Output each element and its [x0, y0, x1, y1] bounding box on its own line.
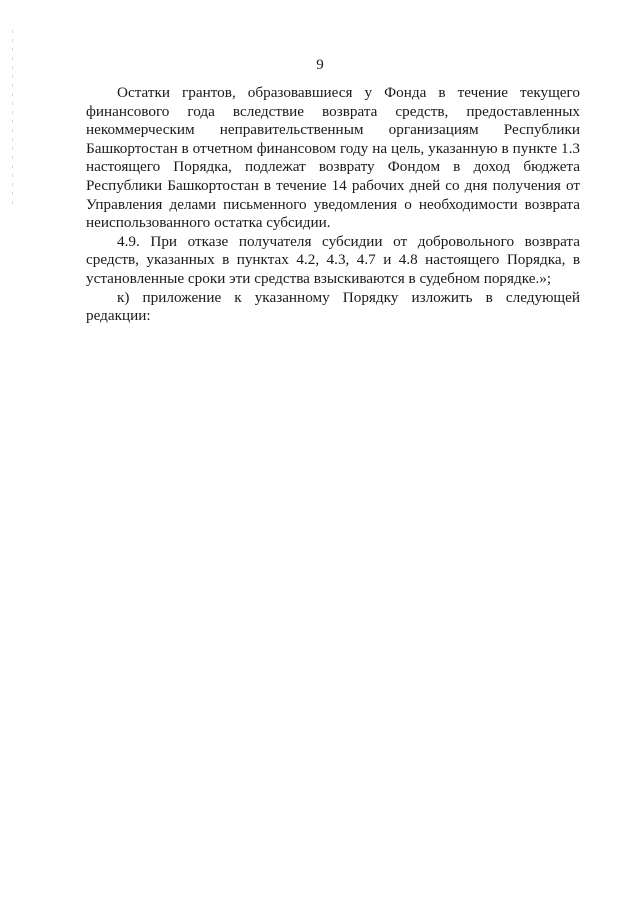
page-number: 9	[316, 57, 324, 73]
document-body	[86, 84, 580, 326]
paragraph-grant-remainders: Остатки грантов, образовавшиеся у Фонда в течение текущего финансового года вследствие возврата средств, предоставленных некоммерческим неправительственным организациям Республики Башкортостан в отчетном финансовом году на цель, указанную в пункте 1.3 настоящего Порядка, подлежат возврату Фондом в доход бюджета Республики Башкортостан в течение 14 рабочих дней со дня получения от Управления делами письменного уведомления о необходимости возврата неиспользованного остатка субсидии.	[86, 84, 580, 232]
paragraph-4-9-refusal: 4.9. При отказе получателя субсидии от добровольного возврата средств, указанных в пунктах 4.2, 4.3, 4.7 и 4.8 настоящего Порядка, в установленные сроки эти средства взыскиваются в судебном порядке.»;	[86, 232, 580, 287]
paragraph-appendix-k: к) приложение к указанному Порядку изложить в следующей редакции:	[86, 288, 580, 325]
